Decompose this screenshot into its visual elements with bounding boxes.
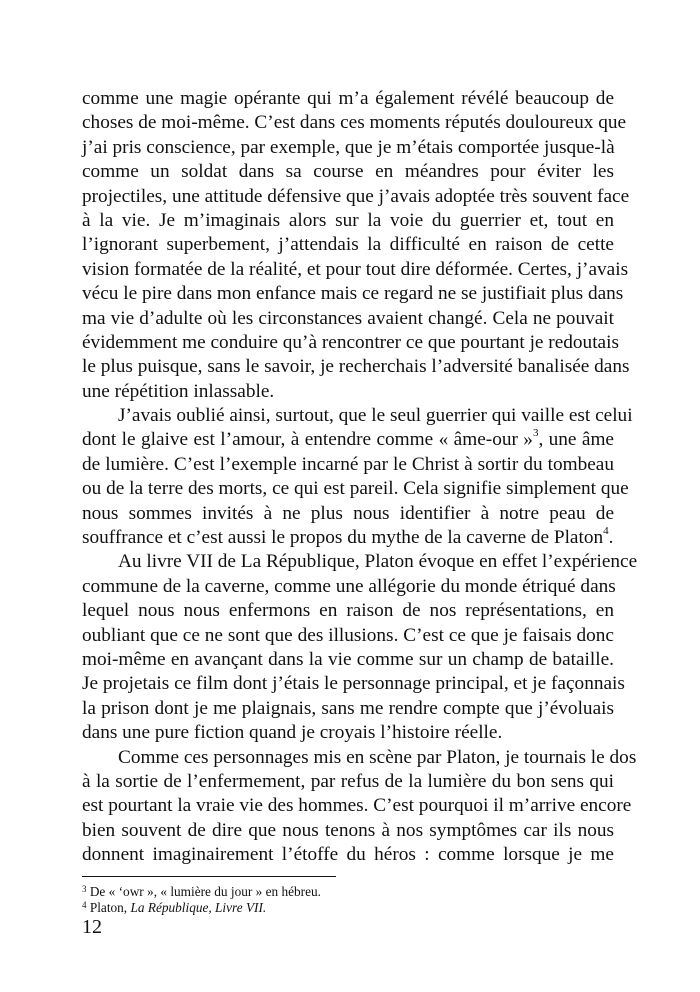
page-number: 12: [82, 916, 102, 938]
footnote-number: 3: [82, 884, 87, 894]
line-text: vision formatée de la réalité, et pour tout dire déformée. Certes, j’avais: [82, 258, 629, 280]
paragraph: [82, 746, 637, 868]
line-text: dont le glaive est l’amour, à entendre comme « âme-our »: [82, 429, 533, 451]
line-text: J’avais oublié ainsi, surtout, que le seul guerrier qui vaille est celui: [118, 405, 633, 427]
text-line: [82, 721, 614, 745]
text-line: [82, 843, 614, 867]
text-line: [82, 550, 638, 574]
footnote-title: La République, Livre VII.: [130, 900, 267, 915]
line-text: , une âme: [538, 429, 614, 451]
line-text: moi-même en avançant dans la vie comme sur un champ de bataille.: [82, 648, 614, 670]
line-text: oubliant que ce ne sont que des illusions. C’est ce que je faisais donc: [82, 624, 614, 646]
line-text: Comme ces personnages mis en scène par Platon, je tournais le dos: [118, 746, 637, 768]
text-line: [82, 697, 614, 721]
line-text: bien souvent de dire que nous tenons à nos symptômes car ils nous: [82, 819, 614, 841]
text-line: [82, 258, 629, 282]
text-line: [82, 380, 614, 404]
text-line: [82, 331, 619, 355]
line-text: nous sommes invités à ne plus nous identifier à notre peau de: [82, 502, 614, 524]
footnotes: [82, 884, 321, 916]
line-text: projectiles, une attitude défensive que j’avais adoptée très souvent face: [82, 185, 630, 207]
footnote-4: [82, 900, 321, 916]
text-line: [82, 307, 614, 331]
text-line: [82, 502, 614, 526]
text-line: [82, 282, 624, 306]
text-line: [82, 453, 614, 477]
line-text: l’ignorant superbement, j’attendais la difficulté en raison de cette: [82, 234, 614, 256]
footnote-text: De « ‘owr », « lumière du jour » en hébreu.: [89, 884, 321, 899]
line-text: la prison dont je me plaignais, sans me rendre compte que j’évoluais: [82, 697, 614, 719]
line-text: ou de la terre des morts, ce qui est pareil. Cela signifie simplement que: [82, 478, 629, 500]
paragraph: [82, 550, 638, 745]
text-line: [82, 136, 614, 160]
body-text: [82, 87, 638, 868]
text-line: [82, 624, 614, 648]
text-line: [82, 526, 614, 550]
text-line: [82, 87, 614, 111]
paragraph: [82, 404, 633, 550]
line-text: est pourtant la vraie vie des hommes. C’est pourquoi il m’arrive encore: [82, 795, 632, 817]
line-text: dans une pure fiction quand je croyais l’histoire réelle.: [82, 722, 503, 744]
line-text: commune de la caverne, comme une allégorie du monde étriqué dans: [82, 575, 616, 597]
text-line: [82, 819, 614, 843]
text-line: [82, 672, 625, 696]
line-text: donnent imaginairement l’étoffe du héros : comme lorsque je me: [82, 844, 614, 866]
line-text: .: [608, 527, 614, 549]
text-line: [82, 209, 614, 233]
text-line: [82, 404, 633, 428]
line-text: vécu le pire dans mon enfance mais ce regard ne se justifiait plus dans: [82, 283, 624, 305]
line-text: j’ai pris conscience, par exemple, que je m’étais comportée jusque-là: [82, 136, 615, 158]
line-text: une répétition inlassable.: [82, 380, 275, 402]
footnote-ref: 3: [532, 427, 539, 440]
line-text: Je projetais ce film dont j’étais le personnage principal, et je façonnais: [82, 673, 625, 695]
footnote-text: Platon,: [89, 900, 131, 915]
text-line: [82, 794, 632, 818]
footnote-3: [82, 884, 321, 900]
line-text: évidemment me conduire qu’à rencontrer ce que pourtant je redoutais: [82, 331, 619, 353]
text-line: [82, 477, 629, 501]
line-text: lequel nous nous enfermons en raison de nos représentations, en: [82, 600, 614, 622]
text-line: [82, 746, 637, 770]
line-text: choses de moi-même. C’est dans ces moments réputés douloureux que: [82, 112, 627, 134]
text-line: [82, 770, 614, 794]
text-line: [82, 599, 614, 623]
line-text: souffrance et c’est aussi le propos du mythe de la caverne de Platon: [82, 527, 604, 549]
line-text: à la sortie de l’enfermement, par refus de la lumière du bon sens qui: [82, 770, 614, 792]
text-line: [82, 233, 614, 257]
line-text: Au livre VII de La République, Platon évoque en effet l’expérience: [118, 551, 638, 573]
footnote-number: 4: [82, 900, 87, 910]
text-line: [82, 160, 614, 184]
footnote-separator: [82, 876, 336, 877]
line-text: comme une magie opérante qui m’a également révélé beaucoup de: [82, 88, 614, 109]
text-line: [82, 575, 614, 599]
footnote-ref: 4: [603, 525, 609, 538]
line-text: le plus puisque, sans le savoir, je recherchais l’adversité banalisée dans: [82, 356, 630, 378]
text-line: [82, 428, 614, 452]
paragraph: [82, 87, 630, 404]
text-line: [82, 648, 614, 672]
text-line: [82, 185, 630, 209]
line-text: ma vie d’adulte où les circonstances avaient changé. Cela ne pouvait: [82, 307, 614, 329]
text-line: [82, 355, 630, 379]
text-line: [82, 111, 627, 135]
line-text: à la vie. Je m’imaginais alors sur la voie du guerrier et, tout en: [82, 209, 614, 231]
line-text: comme un soldat dans sa course en méandres pour éviter les: [82, 161, 614, 183]
line-text: de lumière. C’est l’exemple incarné par le Christ à sortir du tombeau: [82, 453, 614, 475]
